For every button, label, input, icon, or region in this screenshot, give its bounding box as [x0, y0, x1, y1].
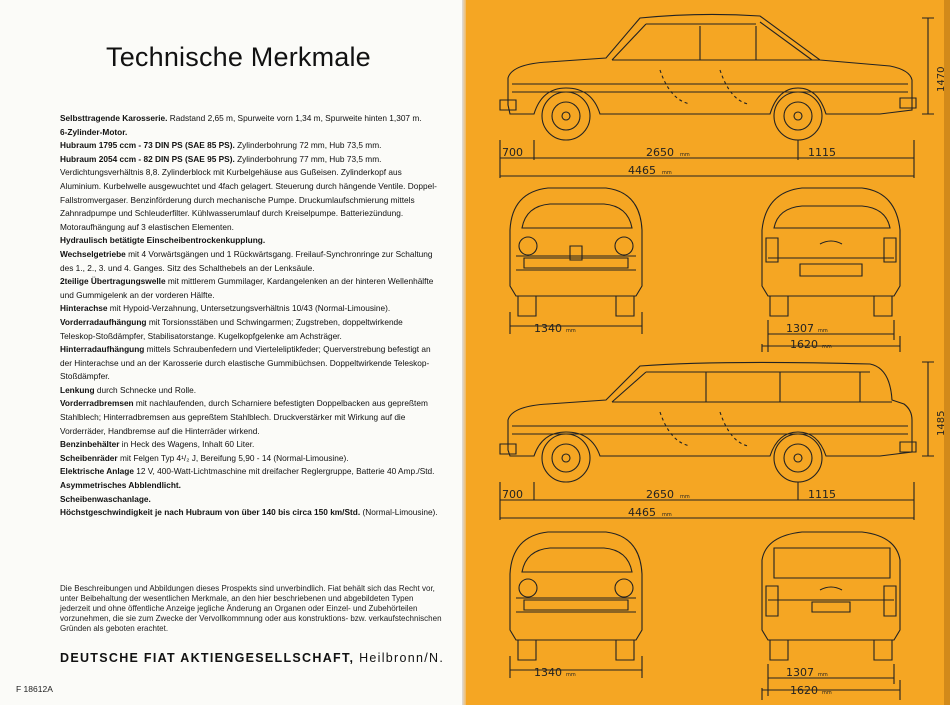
wagon-front-view [510, 532, 642, 660]
wagon-rear-overhang-label: 1115 [808, 488, 836, 501]
sedan-rear-overhang-label: 1115 [808, 146, 836, 159]
wagon-front-track-label: 1340 [534, 666, 562, 679]
spec-text: 12 V, 400-Watt-Lichtmaschine mit dreifacher Reglergruppe, Batterie 40 Amp./Std. [133, 466, 435, 477]
spec-heading: Hinterradaufhängung [60, 344, 145, 355]
wagon-height-label: 1485 [936, 410, 947, 436]
spec-text: Radstand 2,65 m, Spurweite vorn 1,34 m, Spurweite hinten 1,307 m. [167, 113, 422, 123]
spec-text: Zylinderbohrung 77 mm, Hub 73,5 mm. Verdichtungsverhältnis 8,8. Zylinderblock mit Kurbelgehäuse aus Gußeisen. Zylinderkopf aus Aluminium. Kurbelwelle ausgewuchtet und 4fach gelagert. Steuerung durch hängende Ventile. Doppel-Fallstromvergaser. Benzinförderung durch mechanische Pumpe. Druckumlaufschmierung mittels Zahnradpumpe und Schleuderfilter. Kühlwasserumlauf durch Kreiselpumpe. Batteriezündung. Motoraufhängung auf 3 elastischen Elementen. [60, 153, 437, 232]
sedan-side-view [500, 14, 916, 140]
sedan-dimension-lines [500, 18, 934, 178]
spec-heading: Vorderradbremsen [60, 398, 134, 409]
spec-heading: Asymmetrisches Abblendlicht. [60, 480, 181, 491]
spec-text: mit 4 Vorwärtsgängen und 1 Rückwärtsgang. Freilauf-Synchronringe zur Schaltung des 1., 2., 3. und 4. Ganges. Sitz des Schalthebels an der Lenksäule. [60, 248, 433, 273]
spec-text: mit nachlaufenden, durch Scharniere befestigten Doppelbacken aus gepreßtem Stahlblech; Hinterradbremsen aus gepreßtem Stahlblech. Druckverstärker mit Wirkung auf die Vorderräder, Handbremse auf die Hinterräder wirkend. [60, 398, 428, 436]
catalog-code: F 18612A [16, 684, 53, 694]
spec-text: in Heck des Wagens, Inhalt 60 Liter. [119, 439, 255, 450]
spec-heading: Vorderradaufhängung [60, 316, 147, 327]
sedan-width-label: 1620 [790, 338, 818, 351]
sedan-front-view [510, 188, 642, 316]
sedan-length-unit: mm [662, 170, 672, 176]
wagon-width-unit: mm [822, 690, 832, 696]
sedan-front-dim [510, 312, 642, 334]
sedan-wheelbase-label: 2650 [646, 146, 674, 159]
wagon-rear-view [762, 532, 900, 660]
spec-text: mit Torsionsstäben und Schwingarmen; Zugstreben, doppeltwirkende Teleskop-Stoßdämpfer, Stabilisatorstange. Kugelkopfgelenke am Achsträger. [60, 316, 403, 341]
sedan-length-label: 4465 [628, 164, 656, 177]
sedan-wheelbase-unit: mm [680, 152, 690, 158]
spec-text: mit Felgen Typ 4¹/₂ J, Bereifung 5,90 - 14 (Normal-Limousine). [117, 452, 349, 463]
spec-heading: Lenkung [60, 384, 95, 395]
spec-heading: Elektrische Anlage [60, 466, 134, 477]
sedan-height-label: 1470 [936, 66, 947, 92]
sedan-width-unit: mm [822, 344, 832, 350]
spec-text: mit Hypoid-Verzahnung, Untersetzungsverhältnis 10/43 (Normal-Limousine). [107, 303, 391, 314]
sedan-rear-track-label: 1307 [786, 322, 814, 335]
company-name: DEUTSCHE FIAT AKTIENGESELLSCHAFT, [60, 651, 355, 665]
company-city: Heilbronn/N. [354, 651, 445, 665]
wagon-front-overhang-label: 700 [502, 488, 523, 501]
wagon-rear-track-unit: mm [818, 672, 828, 678]
spec-heading: Höchstgeschwindigkeit je nach Hubraum von über 140 bis circa 150 km/Std. [60, 507, 361, 518]
spec-text: (Normal-Limousine). [360, 507, 438, 518]
page-title: Technische Merkmale [106, 42, 371, 72]
disclaimer-text: Die Beschreibungen und Abbildungen dieses Prospekts sind unverbindlich. Fiat behält sich das Recht vor, unter Beibehaltung der wesentlichen Merkmale, an den hier beschriebenen und abgebildeten Typen jederzeit und ohne öffentliche Anzeige jegliche Änderung an Organen oder Einzel- und Zubehörteilen vorzunehmen, die sie zum Zwecke der Vervollkommnung oder aus konstruktions- bzw. verkaufstechnischen Gründen als geboten erachtet. [60, 584, 442, 633]
wagon-rear-track-label: 1307 [786, 666, 814, 679]
sedan-front-overhang-label: 700 [502, 146, 523, 159]
sedan-front-track-label: 1340 [534, 322, 562, 335]
spec-heading: Hubraum 1795 ccm - 73 DIN PS (SAE 85 PS). [60, 140, 235, 151]
spec-heading: 2teilige Übertragungswelle [60, 276, 166, 287]
spec-text: mittels Schraubenfedern und Vierteleliptikfeder; Querverstrebung befestigt an der Hinterachse und an der Karosserie durch elastische Gummibüchsen. Doppeltwirkende Teleskop-Stoßdämpfer. [60, 344, 431, 382]
spec-heading: Benzinbehälter [60, 439, 120, 450]
sedan-rear-view [762, 188, 900, 316]
spec-heading: Hinterachse [60, 303, 108, 314]
wagon-width-label: 1620 [790, 684, 818, 697]
spec-heading: Hydraulisch betätigte Einscheibentrockenkupplung. [60, 235, 266, 246]
spec-heading: Hubraum 2054 ccm - 82 DIN PS (SAE 95 PS). [60, 153, 235, 164]
wagon-front-dim [510, 656, 642, 678]
spec-text: mit mittlerem Gummilager, Kardangelenken an der hinteren Wellenhälfte und Gummigelenk an der vorderen Hälfte. [60, 276, 434, 300]
sedan-front-track-unit: mm [566, 328, 576, 334]
wagon-length-label: 4465 [628, 506, 656, 519]
wagon-wheelbase-unit: mm [680, 494, 690, 500]
wagon-wheelbase-label: 2650 [646, 488, 674, 501]
spec-heading: Selbsttragende Karosserie. [60, 113, 168, 123]
spec-heading: Wechselgetriebe [60, 248, 126, 259]
spec-text: Zylinderbohrung 72 mm, Hub 73,5 mm. [234, 140, 382, 151]
sedan-rear-track-unit: mm [818, 328, 828, 334]
wagon-length-unit: mm [662, 512, 672, 518]
spec-heading: Scheibenwaschanlage. [60, 493, 151, 504]
spec-text: durch Schnecke und Rolle. [94, 384, 197, 395]
wagon-front-track-unit: mm [566, 672, 576, 678]
wagon-dimension-lines [500, 362, 934, 520]
spec-heading: 6-Zylinder-Motor. [60, 126, 128, 137]
spec-heading: Scheibenräder [60, 452, 118, 463]
wagon-side-view [500, 362, 916, 482]
